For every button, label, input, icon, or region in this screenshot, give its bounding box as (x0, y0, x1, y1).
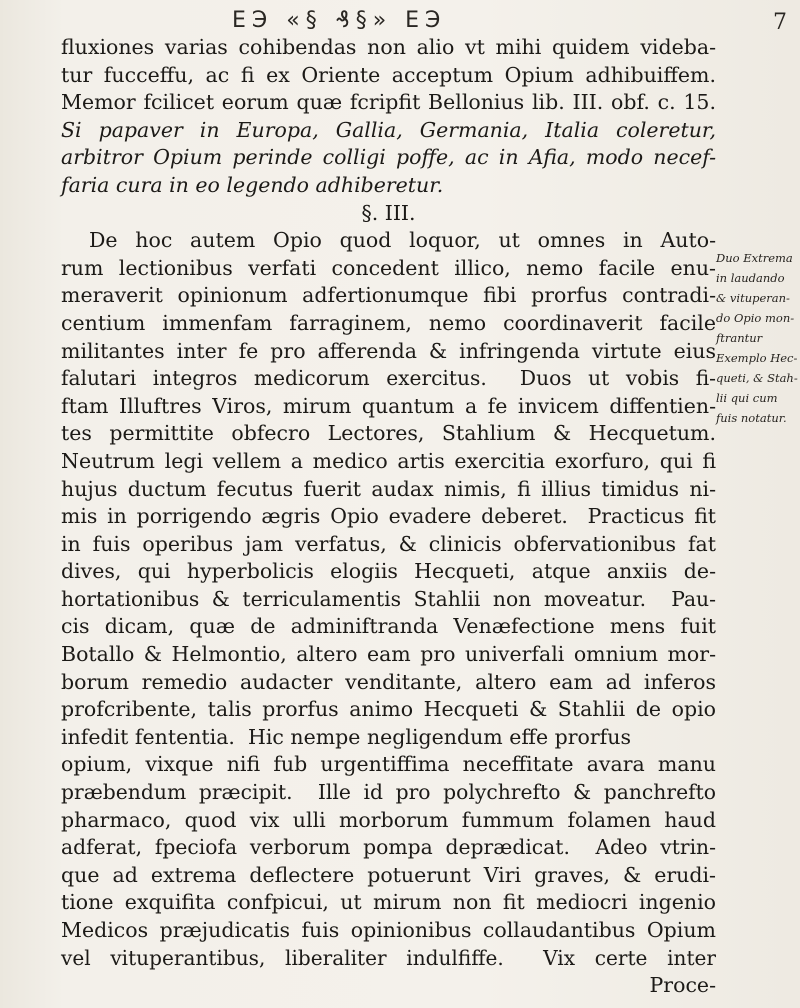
text-line: vel vituperantibus, liberaliter indulfiffe. Vix certe inter (61, 945, 716, 970)
text-line: meraverit opinionum adfertionumque fibi prorfus contradi- (61, 283, 716, 308)
text-line: infedit fententia. Hic nempe negligendum effe prorfus (61, 724, 631, 749)
text-line: pharmaco, quod vix ulli morborum fummum folamen haud (61, 807, 716, 832)
text-line: militantes inter fe pro afferenda & infringenda virtute eius (61, 338, 716, 363)
text-line: adferat, fpeciofa verborum pompa deprædicat. Adeo vtrin- (61, 835, 716, 860)
catchword: Proce- (649, 973, 716, 998)
marginal-note-line: do Opio mon- (716, 311, 795, 325)
main-text-block (61, 34, 716, 1000)
text-line: hortationibus & terriculamentis Stahlii non moveatur. Pau- (61, 586, 716, 611)
text-line: tur fucceffu, ac fi ex Oriente acceptum Opium adhibuiffem. (61, 62, 716, 87)
marginal-note-line: ftrantur (716, 331, 763, 345)
text-line: Memor fcilicet eorum quæ fcripfit Bellonius lib. III. obf. c. 15. (61, 90, 716, 115)
section-heading: §. III. (361, 200, 416, 225)
text-line: hujus ductum fecutus fuerit audax nimis, fi illius timidus ni- (61, 476, 716, 501)
marginal-note-line: Exemplo Hec- (716, 351, 798, 365)
text-line: ftam Illuftres Viros, mirum quantum a fe invicem diffentien- (61, 393, 716, 418)
text-line: dives, qui hyperbolicis elogiis Hecqueti, atque anxiis de- (61, 559, 716, 584)
text-line: arbitror Opium perinde colligi poffe, ac in Afia, modo necef- (61, 145, 716, 170)
text-line: rum lectionibus verfati concedent illico, nemo facile enu- (61, 255, 716, 280)
running-header (0, 4, 800, 34)
text-line: mis in porrigendo ægris Opio evadere deberet. Practicus fit (61, 504, 716, 529)
marginal-note-line: & vituperan- (716, 291, 790, 305)
text-line: falutari integros medicorum exercitus. Duos ut vobis fi- (61, 366, 716, 391)
text-line: tione exquifita confpicui, ut mirum non fit mediocri ingenio (61, 890, 716, 915)
text-line: fluxiones varias cohibendas non alio vt mihi quidem videba- (61, 35, 716, 59)
marginal-note-line: in laudando (716, 271, 785, 285)
page-number: 7 (773, 10, 787, 35)
text-line: que ad extrema deflectere potuerunt Viri graves, & erudi- (61, 862, 716, 887)
text-line: Botallo & Helmontio, altero eam pro univerfali omnium mor- (61, 642, 716, 667)
marginal-note-line: lii qui cum (716, 391, 778, 405)
text-line: tes permittite obfecro Lectores, Stahlium & Hecquetum. (61, 421, 716, 446)
text-line: præbendum præcipit. Ille id pro polychrefto & panchrefto (61, 780, 716, 805)
marginal-note-line: fuis notatur. (716, 411, 787, 425)
text-line: profcribente, talis prorfus animo Hecqueti & Stahlii de opio (61, 697, 716, 722)
text-line: Medicos præjudicatis fuis opinionibus collaudantibus Opium (61, 918, 716, 942)
text-line: faria cura in eo legendo adhiberetur. (61, 172, 444, 197)
text-line: opium, vixque nifi fub urgentiffima neceffitate avara manu (61, 752, 716, 777)
text-line: Neutrum legi vellem a medico artis exercitia exorfuro, qui fi (61, 448, 716, 473)
text-line: in fuis operibus jam verfatus, & clinicis obfervationibus fat (61, 531, 716, 556)
text-line: Si papaver in Europa, Gallia, Germania, Italia coleretur, (61, 117, 716, 142)
marginal-note-line: Duo Extrema (716, 251, 793, 265)
marginal-note-line: queti, & Stah- (716, 371, 798, 385)
header-ornament: ЕЭ «§ ₰§» ЕЭ (232, 8, 447, 33)
marginal-note (716, 248, 800, 428)
text-line: De hoc autem Opio quod loquor, ut omnes in Auto- (89, 228, 716, 253)
text-line: centium immenfam farraginem, nemo coordinaverit facile (61, 310, 716, 335)
text-line: cis dicam, quæ de adminiftranda Venæfectione mens fuit (61, 614, 716, 639)
text-line: borum remedio audacter venditante, altero eam ad inferos (61, 669, 716, 694)
